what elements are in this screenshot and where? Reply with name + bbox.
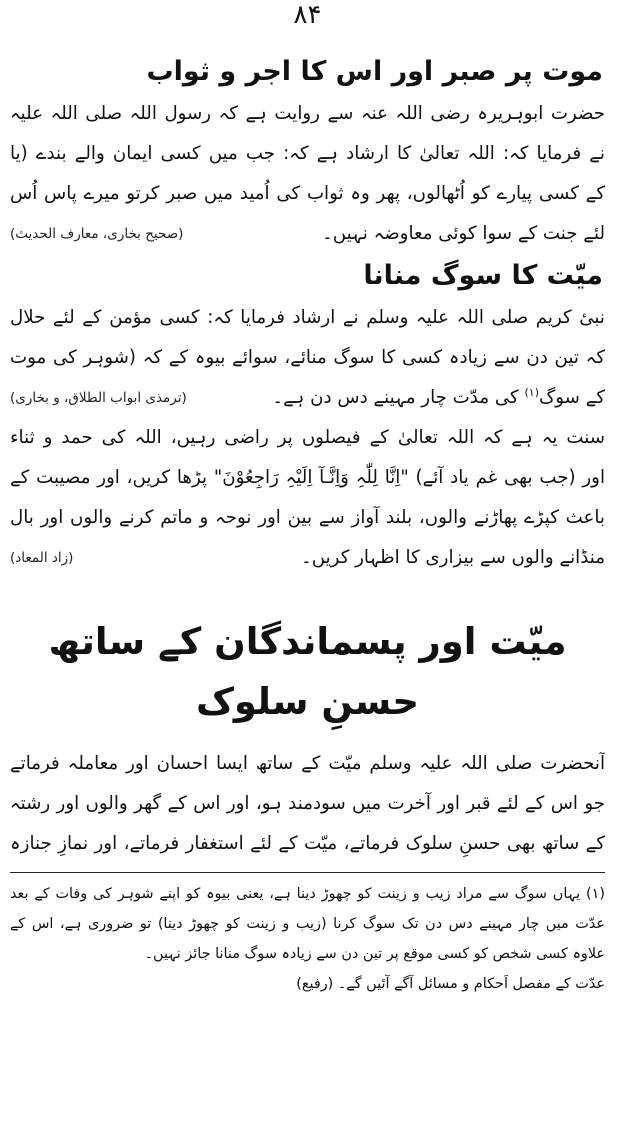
- text-line: حضرت ابوہریرہ رضی اللہ عنہ سے روایت ہے کہ رسول اللہ صلی اللہ علیہ: [10, 103, 605, 124]
- reference-citation: (ترمذی ابواب الطلاق، و بخاری): [10, 390, 187, 406]
- paragraph-mourning: [10, 298, 605, 418]
- text-line: سنت یہ ہے کہ اللہ تعالیٰ کے فیصلوں پر راضی رہیں، اللہ کی حمد و ثناء: [10, 427, 605, 448]
- page-number: ۸۴: [293, 0, 322, 30]
- heading-mourning: میّت کا سوگ منانا: [363, 260, 603, 291]
- footnote-marker: (۱): [524, 385, 539, 399]
- footnote-block: [10, 879, 605, 999]
- paragraph-patience-reward: [10, 94, 605, 254]
- footnote-line: عدّت میں چار مہینے دس دن تک سوگ کرنا (زیب و زینت کو چھوڑ دینا) تو ضروری ہے، اس کے: [10, 916, 605, 932]
- text-line: کہ تین دن سے زیادہ کسی کا سوگ منائے، سوائے بیوہ کے کہ (شوہر کی موت: [10, 347, 605, 368]
- footnote-line: عدّت کے مفصل اَحکام و مسائل آگے آئیں گے۔ (رفیع): [296, 976, 605, 992]
- text-line-content: لئے جنت کے سوا کوئی معاوضہ نہیں۔: [322, 223, 605, 244]
- paragraph-good-conduct: [10, 744, 605, 864]
- text-line: [10, 538, 605, 578]
- text-line-content: منڈانے والوں سے بیزاری کا اظہار کریں۔: [301, 547, 605, 568]
- heading-patience-reward: موت پر صبر اور اس کا اجر و ثواب: [146, 56, 603, 87]
- text-line-prefix: کے سوگ: [538, 387, 605, 408]
- main-heading: میّت اور پسماندگان کے ساتھ حسنِ سلوک: [48, 620, 567, 723]
- text-line: آنحضرت صلی اللہ علیہ وسلم میّت کے ساتھ ایسا احسان اور معاملہ فرماتے: [10, 753, 605, 774]
- text-line-content: کی مدّت چار مہینے دس دن ہے۔: [272, 387, 519, 408]
- footnote-divider: [10, 872, 605, 873]
- footnote-line: (۱) یہاں سوگ سے مراد زیب و زینت کو چھوڑ دینا ہے، یعنی بیوہ کو اپنے شوہر کی وفات کے بعد: [10, 886, 605, 902]
- text-line: کے کسی پیارے کو اُٹھالوں، پھر وہ ثواب کی اُمید میں صبر کرتو میرے پاس اُس: [10, 183, 605, 204]
- footnote-line: علاوہ کسی شخص کو کسی موقع پر تین دن سے زیادہ سوگ منانا جائز نہیں۔: [144, 946, 605, 962]
- text-line: جو اس کے لئے قبر اور آخرت میں سودمند ہو، اور اس کے گھر والوں اور رشتہ: [10, 793, 605, 814]
- reference-citation: (صحیح بخاری، معارف الحدیث): [10, 226, 184, 242]
- paragraph-sunnah: [10, 418, 605, 578]
- text-line: نے فرمایا کہ: اللہ تعالیٰ کا ارشاد ہے کہ: جب میں کسی ایمان والے بندے (یا: [10, 143, 605, 164]
- reference-citation: (زاد المعاد): [10, 550, 74, 566]
- text-line: باعث کپڑے پھاڑنے والوں، بلند آواز سے بین اور نوحہ و ماتم کرنے والوں اور بال: [10, 507, 605, 528]
- text-line: کے ساتھ بھی حسنِ سلوک فرماتے، میّت کے لئے استغفار فرماتے، اور نمازِ جنازہ: [10, 833, 605, 854]
- text-line: اور (جب بھی غم یاد آئے) "اِنَّا لِلّٰہِ وَاِنَّـآ اِلَیْہِ رَاجِعُوْنَ" پڑھا کریں، اور مصیبت کے: [10, 467, 605, 488]
- text-line: [10, 378, 605, 418]
- text-line: [10, 214, 605, 254]
- text-line: نبیٔ کریم صلی اللہ علیہ وسلم نے ارشاد فرمایا کہ: کسی مؤمن کے لئے حلال: [10, 307, 605, 328]
